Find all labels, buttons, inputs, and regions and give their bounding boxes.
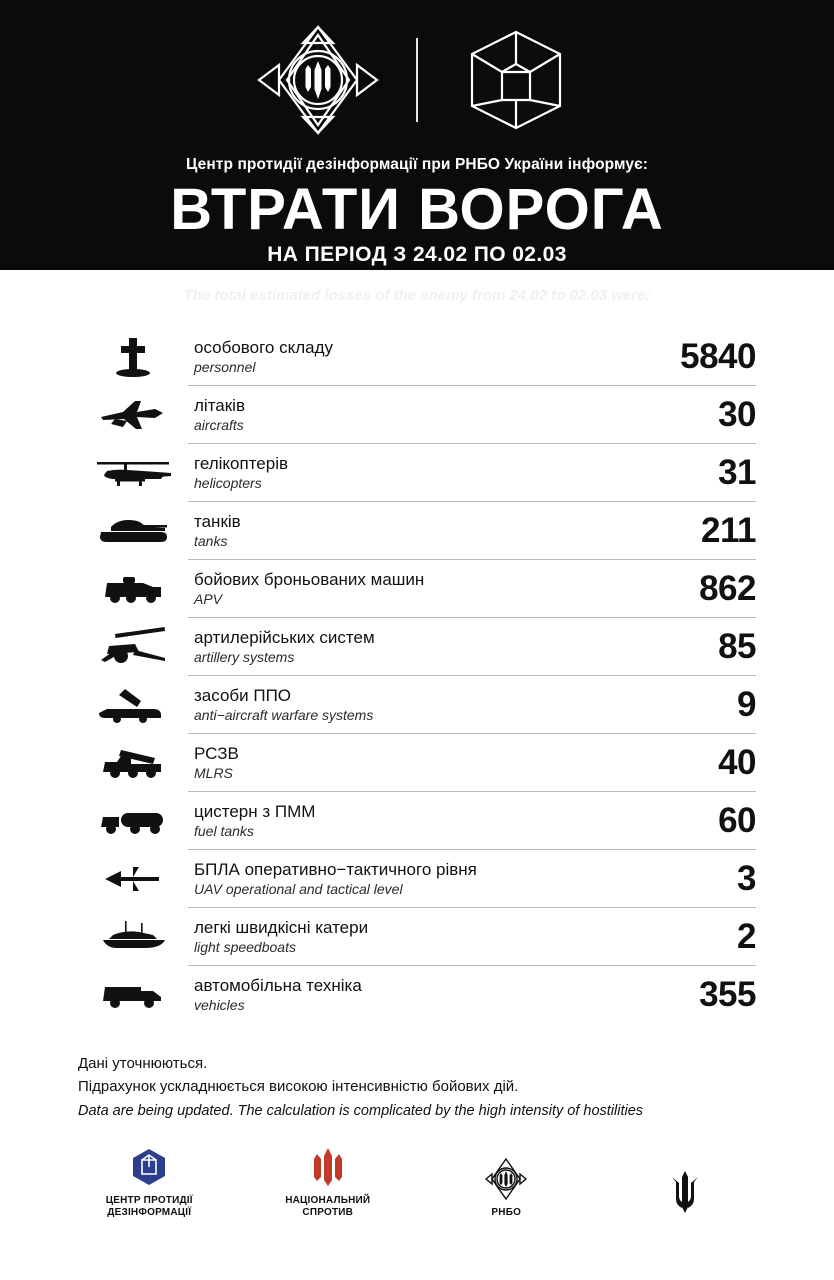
loss-labels <box>188 396 636 433</box>
logo-caption-2: СПРОТИВ <box>302 1207 354 1219</box>
grave-cross-icon <box>78 328 188 386</box>
loss-value: 355 <box>699 975 756 1014</box>
loss-label-en: vehicles <box>194 996 245 1013</box>
loss-label-en: helicopters <box>194 474 262 491</box>
loss-labels <box>188 686 636 723</box>
loss-labels <box>188 628 636 665</box>
loss-value: 5840 <box>680 337 756 376</box>
loss-label-ua: танків <box>194 512 241 532</box>
cpd-mark-icon <box>129 1144 169 1190</box>
uav-drone-icon <box>78 850 188 908</box>
loss-label-en: personnel <box>194 358 256 375</box>
logo-caption: РНБО <box>491 1207 522 1219</box>
loss-label-en: tanks <box>194 532 228 549</box>
artillery-gun-icon <box>78 618 188 676</box>
fuel-tanker-icon <box>78 792 188 850</box>
loss-labels <box>188 570 636 607</box>
loss-row <box>78 386 756 444</box>
loss-value: 9 <box>737 685 756 724</box>
logo-caption: НАЦІОНАЛЬНИЙ <box>285 1194 371 1206</box>
loss-label-en: APV <box>194 590 223 607</box>
loss-labels <box>188 454 636 491</box>
loss-label-ua: літаків <box>194 396 245 416</box>
loss-label-en: anti−aircraft warfare systems <box>194 706 374 723</box>
loss-row <box>78 328 756 386</box>
loss-row <box>78 444 756 502</box>
resistance-mark-icon <box>310 1144 346 1190</box>
fighter-jet-icon <box>78 386 188 444</box>
loss-value: 2 <box>737 917 756 956</box>
note-line-2: Підрахунок ускладнюється високою інтенсивністю бойових дій. <box>78 1078 519 1096</box>
note-line-1: Дані уточнюються. <box>78 1055 208 1072</box>
loss-label-ua: гелікоптерів <box>194 454 289 474</box>
nsdc-logo <box>421 1156 591 1220</box>
trident-icon <box>668 1169 702 1215</box>
loss-label-ua: РСЗВ <box>194 744 239 764</box>
center-counter-disinformation-logo <box>64 1144 234 1220</box>
logo-caption-2: ДЕЗІНФОРМАЦІЇ <box>107 1207 192 1219</box>
loss-value: 31 <box>718 453 756 492</box>
note-line-en: Data are being updated. The calculation is complicated by the high intensity of hostilities <box>78 1102 644 1119</box>
armored-vehicle-icon <box>78 560 188 618</box>
loss-label-ua: особового складу <box>194 338 334 358</box>
period-label: НА ПЕРІОД З 24.02 ПО 02.03 <box>267 243 567 267</box>
loss-row <box>78 792 756 850</box>
loss-label-ua: БПЛА оперативно−тактичного рівня <box>194 860 477 880</box>
loss-row <box>78 966 756 1024</box>
speedboat-icon <box>78 908 188 966</box>
footer-logos <box>0 1122 834 1230</box>
tank-icon <box>78 502 188 560</box>
loss-row <box>78 618 756 676</box>
mlrs-icon <box>78 734 188 792</box>
emblem-divider <box>416 38 418 122</box>
loss-label-ua: легкі швидкісні катери <box>194 918 369 938</box>
emblem-row <box>248 20 586 140</box>
loss-value: 862 <box>699 569 756 608</box>
loss-value: 85 <box>718 627 756 666</box>
loss-label-en: artillery systems <box>194 648 295 665</box>
loss-value: 3 <box>737 859 756 898</box>
loss-label-ua: бойових броньованих машин <box>194 570 425 590</box>
nsdc-ukraine-emblem <box>248 20 388 140</box>
loss-row <box>78 560 756 618</box>
loss-value: 40 <box>718 743 756 782</box>
national-resistance-logo <box>243 1144 413 1220</box>
loss-row <box>78 502 756 560</box>
loss-labels <box>188 744 636 781</box>
loss-label-en: aircrafts <box>194 416 244 433</box>
loss-label-ua: автомобільна техніка <box>194 976 362 996</box>
loss-labels <box>188 976 636 1013</box>
anti-aircraft-system-icon <box>78 676 188 734</box>
loss-label-ua: цистерн з ПММ <box>194 802 316 822</box>
center-counter-disinformation-emblem <box>446 20 586 140</box>
header <box>0 0 834 305</box>
loss-value: 30 <box>718 395 756 434</box>
loss-row <box>78 734 756 792</box>
loss-row <box>78 908 756 966</box>
loss-label-en: UAV operational and tactical level <box>194 880 403 897</box>
loss-labels <box>188 860 636 897</box>
header-english-subtitle: The total estimated losses of the enemy from 24.02 to 02.03 were: <box>183 287 651 305</box>
loss-label-ua: засоби ППО <box>194 686 292 706</box>
loss-labels <box>188 338 636 375</box>
loss-labels <box>188 802 636 839</box>
logo-caption: ЦЕНТР ПРОТИДІЇ <box>105 1194 193 1206</box>
ukraine-trident-logo <box>600 1169 770 1220</box>
truck-icon <box>78 966 188 1024</box>
loss-labels <box>188 918 636 955</box>
footnotes <box>0 1034 834 1122</box>
loss-labels <box>188 512 636 549</box>
losses-list <box>0 328 834 1024</box>
page-title: ВТРАТИ ВОРОГА <box>170 177 664 242</box>
loss-row <box>78 676 756 734</box>
loss-label-en: fuel tanks <box>194 822 254 839</box>
loss-value: 60 <box>718 801 756 840</box>
loss-label-en: MLRS <box>194 764 233 781</box>
loss-row <box>78 850 756 908</box>
header-subtitle: Центр протидії дезінформації при РНБО України інформує: <box>185 156 649 173</box>
loss-label-en: light speedboats <box>194 938 296 955</box>
loss-label-ua: артилерійських систем <box>194 628 375 648</box>
nsdc-mark-icon <box>484 1156 528 1202</box>
helicopter-icon <box>78 444 188 502</box>
loss-value: 211 <box>701 511 756 550</box>
